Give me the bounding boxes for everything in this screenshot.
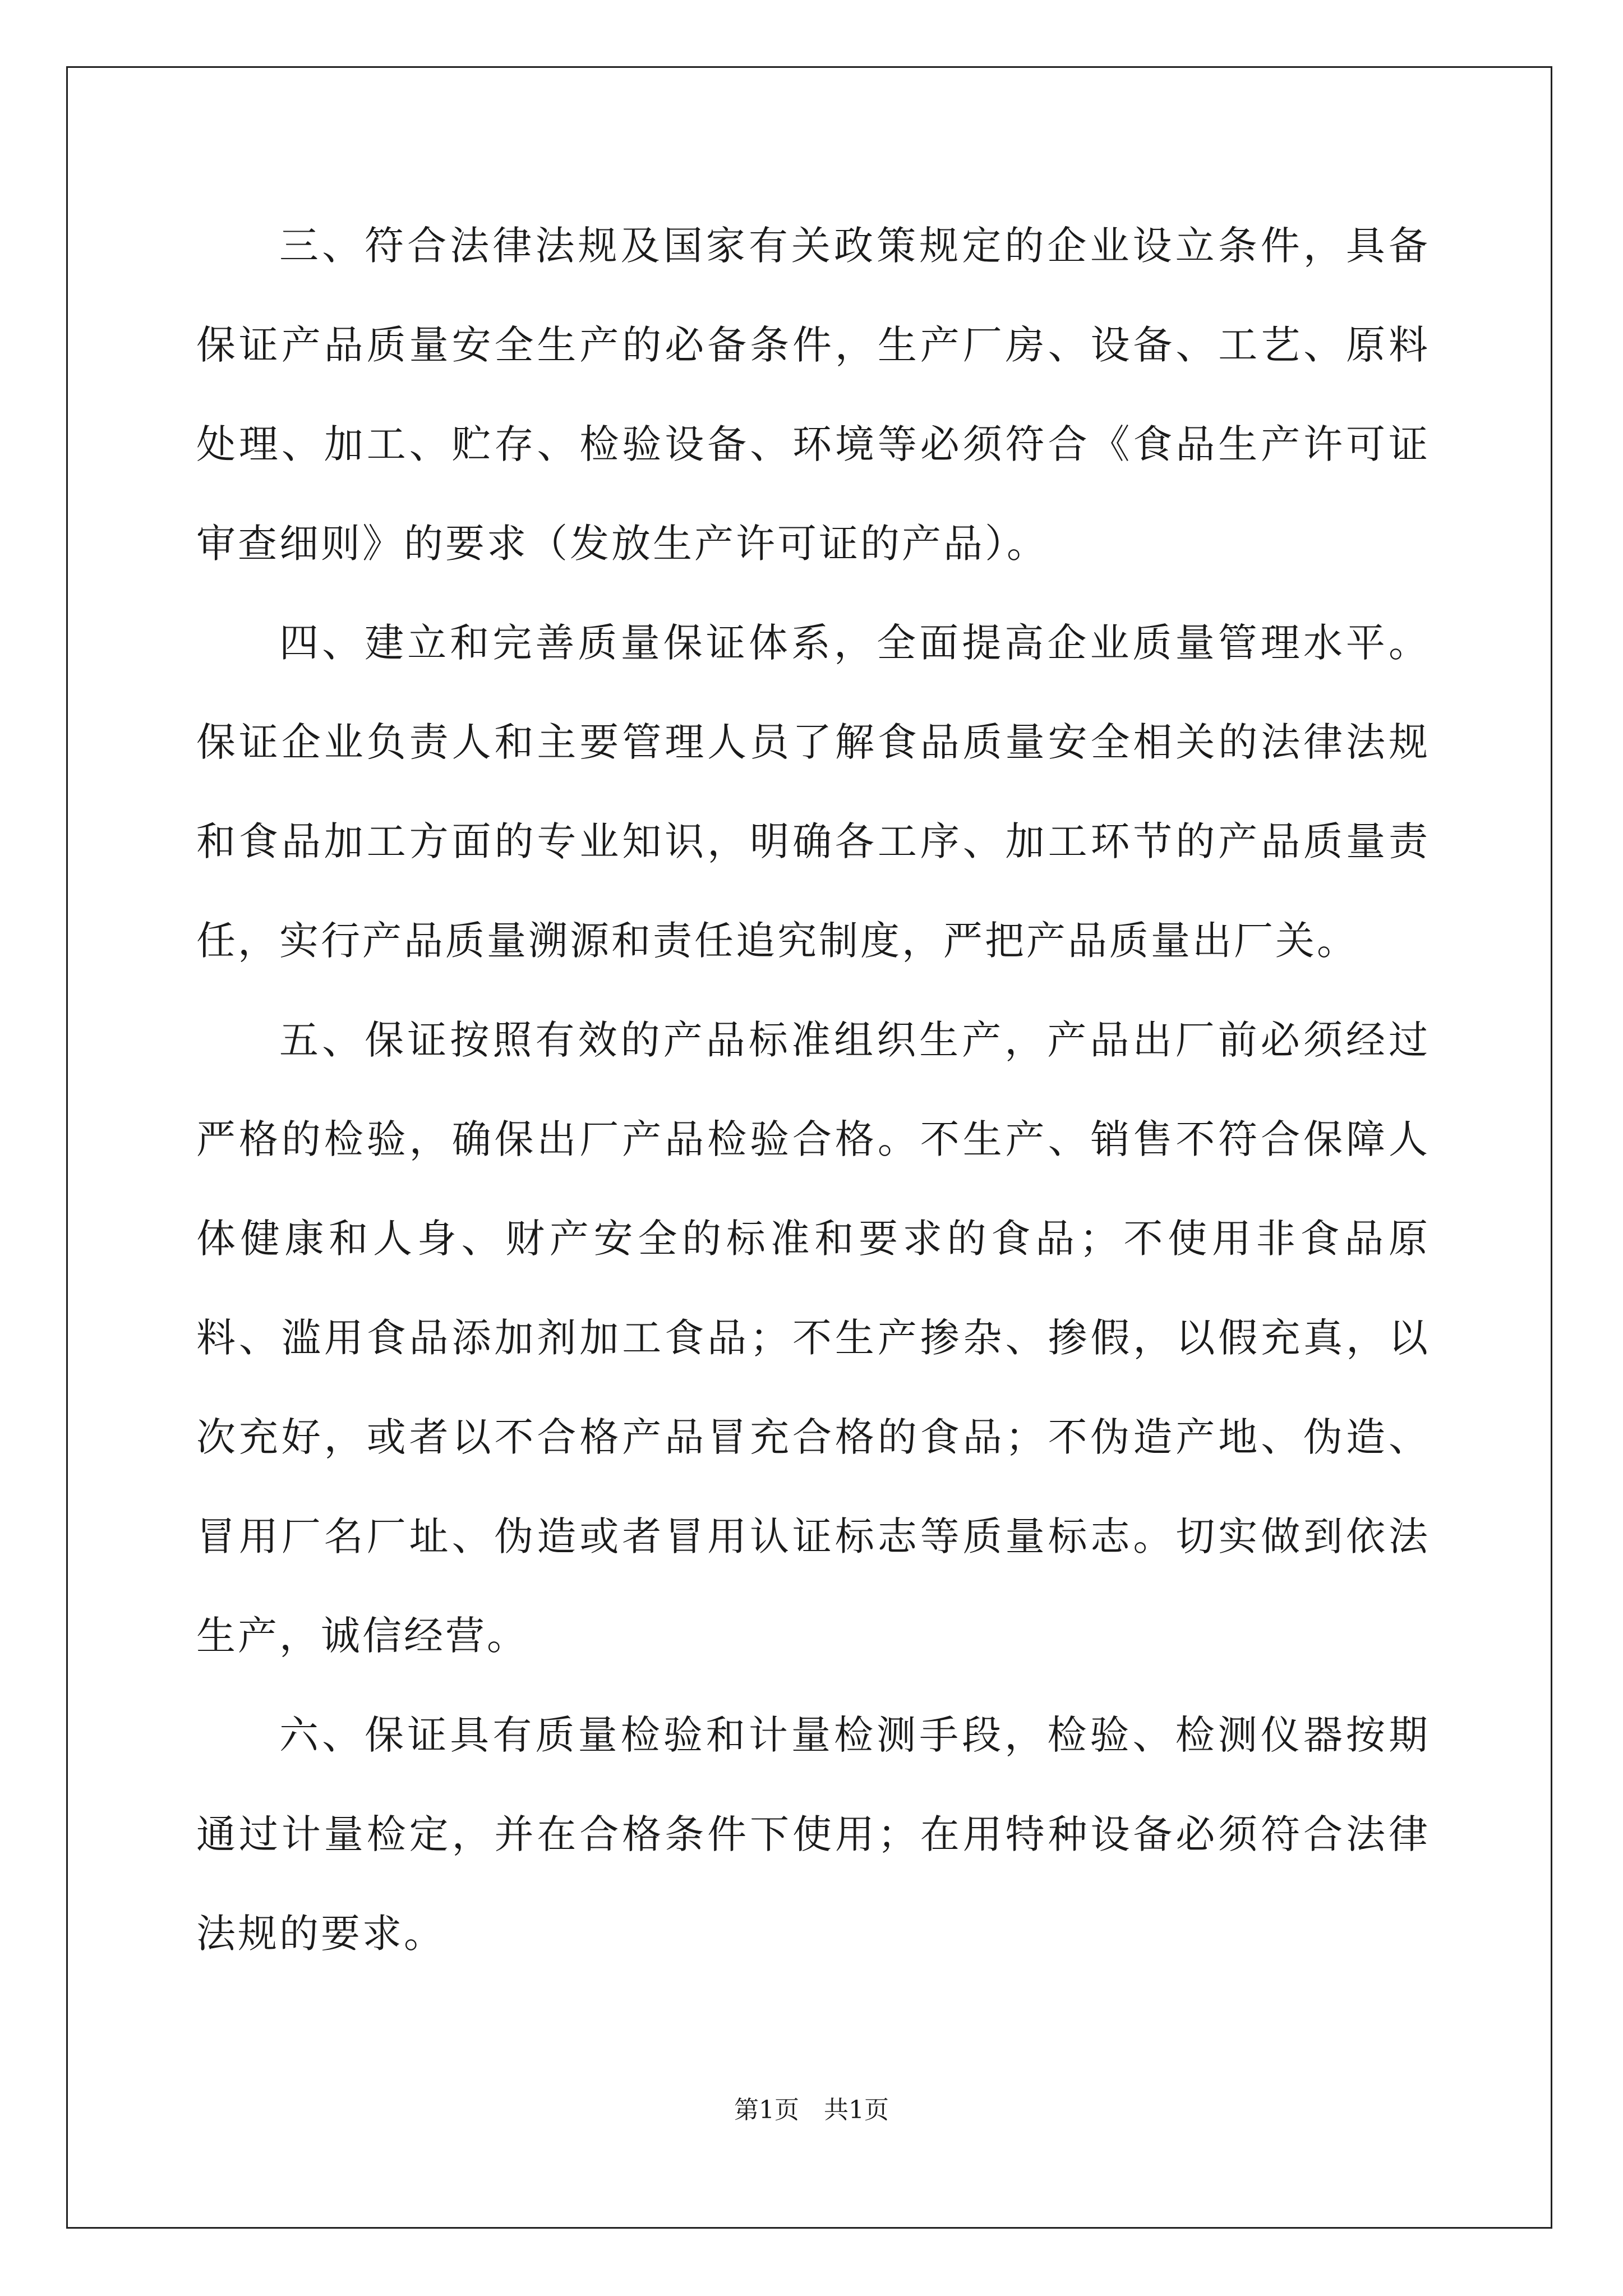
document-body [196,196,1430,1984]
paragraph-5: 五、保证按照有效的产品标准组织生产，产品出厂前必须经过严格的检验，确保出厂产品检验合格。不生产、销售不符合保障人体健康和人身、财产安全的标准和要求的食品；不使用非食品原料、滥用食品添加剂加工食品；不生产掺杂、掺假，以假充真，以次充好，或者以不合格产品冒充合格的食品；不伪造产地、伪造、冒用厂名厂址、伪造或者冒用认证标志等质量标志。切实做到依法生产，诚信经营。 [196,1017,1430,1659]
paragraph-6: 六、保证具有质量检验和计量检测手段，检验、检测仪器按期通过计量检定，并在合格条件下使用；在用特种设备必须符合法律法规的要求。 [196,1712,1430,1957]
paragraph-4: 四、建立和完善质量保证体系，全面提高企业质量管理水平。保证企业负责人和主要管理人员了解食品质量安全相关的法律法规和食品加工方面的专业知识，明确各工序、加工环节的产品质量责任，实行产品质量溯源和责任追究制度，严把产品质量出厂关。 [196,620,1430,964]
page-footer [0,2093,1623,2127]
page-indicator: 第1页 共1页 [734,2096,889,2124]
paragraph-3: 三、符合法律法规及国家有关政策规定的企业设立条件，具备保证产品质量安全生产的必备条件，生产厂房、设备、工艺、原料处理、加工、贮存、检验设备、环境等必须符合《食品生产许可证审查细则》的要求（发放生产许可证的产品）。 [196,223,1430,567]
